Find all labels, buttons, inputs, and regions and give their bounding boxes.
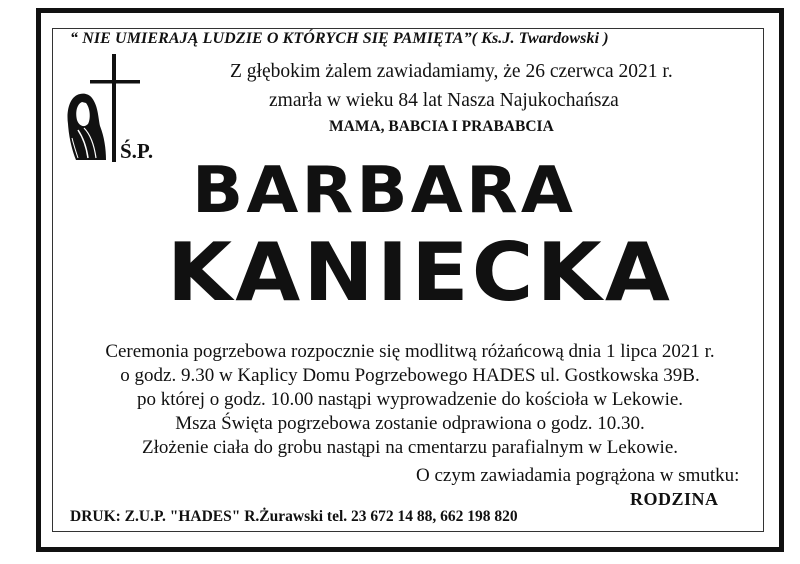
ceremony-line: Ceremonia pogrzebowa rozpocznie się modlitwą różańcową dnia 1 lipca 2021 r. [105, 341, 715, 362]
closing-line: O czym zawiadamia pogrążona w smutku: [416, 465, 740, 486]
ceremony-details [60, 340, 760, 460]
family-roles: MAMA, BABCIA I PRABABCIA [329, 118, 554, 135]
announcement-line-1: Z głębokim żalem zawiadamiamy, że 26 czerwca 2021 r. [230, 61, 673, 82]
announcement-line-2: zmarła w wieku 84 lat Nasza Najukochańsza [269, 90, 619, 111]
quote-line: “ NIE UMIERAJĄ LUDZIE O KTÓRYCH SIĘ PAMIĘTA”( Ks.J. Twardowski ) [70, 30, 609, 47]
ceremony-line: Msza Święta pogrzebowa zostanie odprawiona o godz. 10.30. [175, 413, 645, 434]
family-signature: RODZINA [630, 489, 719, 509]
ceremony-line: po której o godz. 10.00 nastąpi wyprowadzenie do kościoła w Lekowie. [136, 389, 684, 410]
printer-footer: DRUK: Z.U.P. "HADES" R.Żurawski tel. 23 672 14 88, 662 198 820 [70, 508, 518, 525]
last-name: KANIECKA [167, 226, 673, 319]
first-name: BARBARA [192, 154, 577, 228]
ceremony-line: Złożenie ciała do grobu nastąpi na cmentarzu parafialnym w Lekowie. [142, 437, 678, 458]
sp-label: Ś.P. [120, 139, 154, 163]
ceremony-line: o godz. 9.30 w Kaplicy Domu Pogrzebowego HADES ul. Gostkowska 39B. [120, 365, 700, 386]
